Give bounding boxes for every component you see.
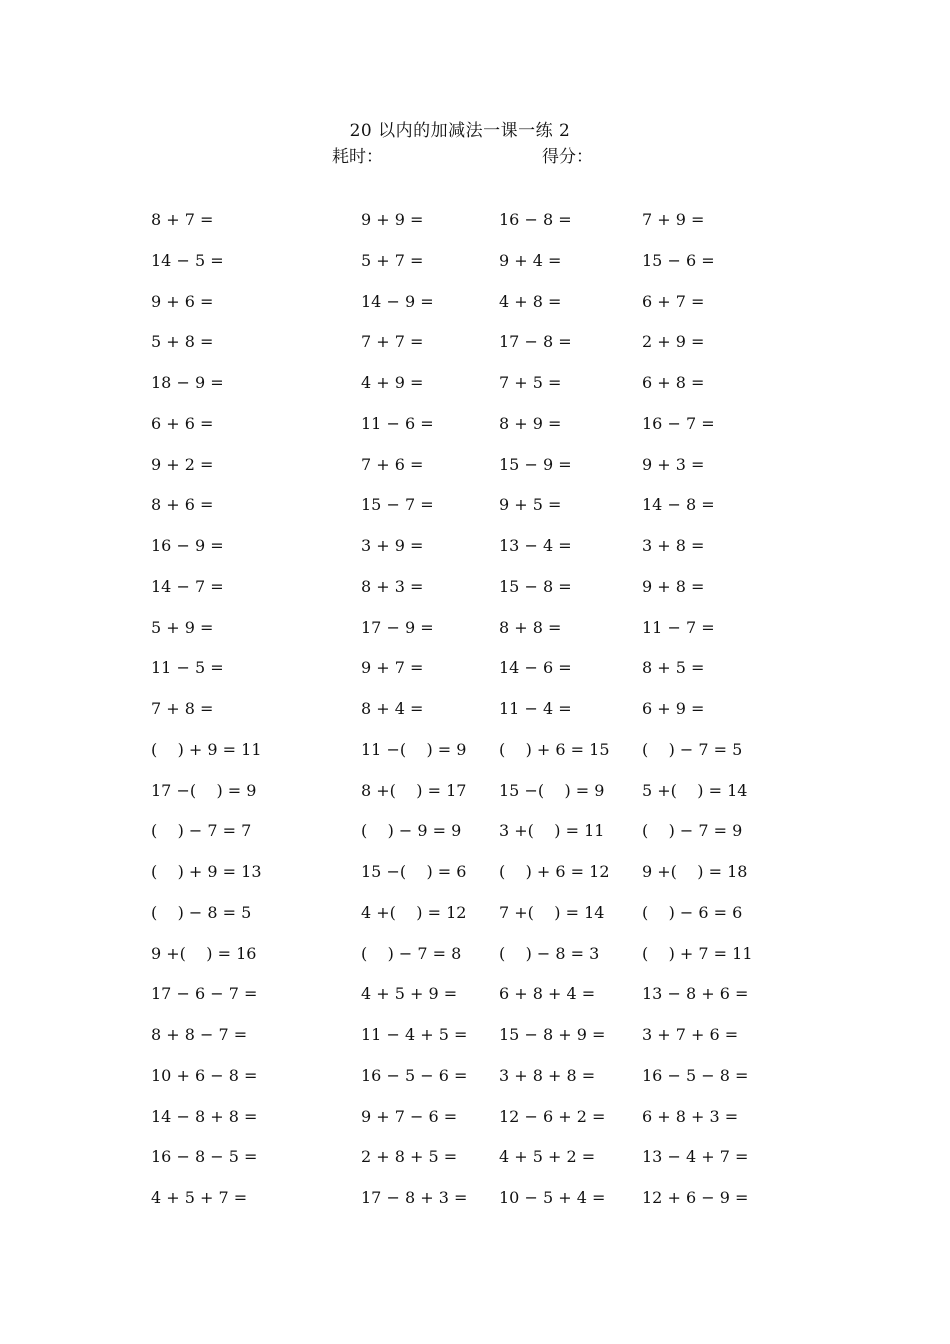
problem-item: ( ) − 7 = 9 (642, 821, 743, 841)
problem-item: 15 −( ) = 6 (361, 862, 467, 881)
problem-item: 9 + 9 = (361, 210, 424, 229)
problem-item: 11 − 4 + 5 = (361, 1025, 468, 1044)
problem-item: 9 + 5 = (499, 495, 562, 515)
problem-item: 8 + 8 = (499, 617, 562, 637)
problem-item: 14 − 7 = (151, 576, 224, 596)
problem-row (0, 330, 950, 371)
problem-item: 5 + 8 = (151, 332, 214, 352)
problem-item: 16 − 8 − 5 = (151, 1147, 258, 1167)
problem-item: 7 + 6 = (361, 454, 424, 474)
problem-row (0, 249, 950, 290)
problem-item: 15 − 9 = (499, 454, 572, 474)
problem-row (0, 738, 950, 779)
problem-row (0, 901, 950, 942)
problem-row (0, 412, 950, 453)
problem-item: ( ) + 9 = 11 (151, 739, 262, 759)
problem-item: 7 +( ) = 14 (499, 902, 605, 922)
problem-item: 7 + 5 = (499, 373, 562, 392)
time-label: 耗时： (332, 147, 383, 167)
problem-item: 6 + 8 = (642, 373, 705, 392)
problem-item: 12 + 6 − 9 = (642, 1188, 749, 1207)
problem-item: 18 − 9 = (151, 373, 224, 392)
problem-item: 5 + 9 = (151, 617, 214, 637)
problem-item: ( ) − 8 = 3 (499, 943, 600, 963)
page-title: 20 以内的加减法一课一练 2 (349, 121, 571, 141)
problem-item: 14 − 6 = (499, 658, 572, 678)
problem-item: 16 − 5 − 8 = (642, 1065, 749, 1085)
problem-item: 12 − 6 + 2 = (499, 1106, 606, 1126)
problem-item: 15 − 7 = (361, 495, 434, 515)
problem-item: 3 + 7 + 6 = (642, 1025, 739, 1044)
problem-row (0, 1023, 950, 1064)
problem-item: 14 − 8 = (642, 495, 715, 515)
problem-row (0, 1064, 950, 1105)
problem-row (0, 1105, 950, 1146)
problem-item: 9 + 3 = (642, 454, 705, 474)
problem-item: 6 + 9 = (642, 699, 705, 718)
problem-row (0, 860, 950, 901)
problem-item: 8 + 9 = (499, 413, 562, 433)
problem-item: 4 + 9 = (361, 373, 424, 392)
problem-item: 2 + 8 + 5 = (361, 1147, 458, 1167)
problem-item: 16 − 5 − 6 = (361, 1065, 468, 1085)
problem-item: 4 + 8 = (499, 291, 562, 311)
problem-item: 11 − 7 = (642, 617, 715, 637)
problem-item: 8 + 7 = (151, 210, 214, 229)
problem-row (0, 779, 950, 820)
problem-item: 9 +( ) = 16 (151, 943, 257, 963)
problem-item: 8 + 3 = (361, 576, 424, 596)
problem-item: 8 +( ) = 17 (361, 780, 467, 800)
problem-item: 15 − 8 = (499, 576, 572, 596)
problem-item: 15 −( ) = 9 (499, 780, 605, 800)
problem-item: 7 + 7 = (361, 332, 424, 352)
problem-item: ( ) − 8 = 5 (151, 902, 252, 922)
problem-item: 6 + 6 = (151, 413, 214, 433)
problem-grid (0, 208, 950, 1227)
problem-item: 9 + 6 = (151, 291, 214, 311)
problem-row (0, 616, 950, 657)
problem-item: 15 − 6 = (642, 250, 715, 270)
problem-item: 4 + 5 + 2 = (499, 1147, 596, 1167)
problem-row (0, 534, 950, 575)
problem-item: 4 +( ) = 12 (361, 902, 467, 922)
problem-item: 15 − 8 + 9 = (499, 1025, 606, 1044)
problem-item: 10 − 5 + 4 = (499, 1188, 606, 1207)
problem-item: 13 − 8 + 6 = (642, 984, 749, 1004)
problem-row (0, 493, 950, 534)
problem-item: 6 + 7 = (642, 291, 705, 311)
problem-row (0, 453, 950, 494)
problem-item: 3 + 9 = (361, 536, 424, 555)
problem-item: 16 − 9 = (151, 536, 224, 555)
problem-item: 11 − 4 = (499, 699, 572, 718)
problem-item: 7 + 8 = (151, 699, 214, 718)
problem-item: 3 + 8 = (642, 536, 705, 555)
problem-item: 9 + 8 = (642, 576, 705, 596)
problem-item: 5 +( ) = 14 (642, 780, 748, 800)
problem-item: 3 + 8 + 8 = (499, 1065, 596, 1085)
problem-item: 9 + 2 = (151, 454, 214, 474)
problem-item: 5 + 7 = (361, 250, 424, 270)
problem-item: ( ) − 7 = 8 (361, 943, 462, 963)
problem-item: 8 + 8 − 7 = (151, 1025, 248, 1044)
problem-item: 17 − 8 = (499, 332, 572, 352)
problem-item: 4 + 5 + 9 = (361, 984, 458, 1004)
problem-row (0, 1186, 950, 1227)
problem-row (0, 697, 950, 738)
problem-item: 17 − 6 − 7 = (151, 984, 258, 1004)
problem-item: 9 + 4 = (499, 250, 562, 270)
problem-item: ( ) + 6 = 12 (499, 862, 610, 881)
problem-row (0, 208, 950, 249)
problem-item: 14 − 5 = (151, 250, 224, 270)
problem-item: 13 − 4 + 7 = (642, 1147, 749, 1167)
problem-row (0, 290, 950, 331)
problem-row (0, 656, 950, 697)
problem-item: 9 + 7 = (361, 658, 424, 678)
problem-item: 8 + 4 = (361, 699, 424, 718)
problem-item: 3 +( ) = 11 (499, 821, 605, 841)
problem-item: 11 − 6 = (361, 413, 434, 433)
problem-item: 7 + 9 = (642, 210, 705, 229)
problem-item: ( ) − 7 = 5 (642, 739, 743, 759)
problem-item: 4 + 5 + 7 = (151, 1188, 248, 1207)
problem-item: ( ) − 6 = 6 (642, 902, 743, 922)
problem-item: 8 + 5 = (642, 658, 705, 678)
problem-item: ( ) − 7 = 7 (151, 821, 252, 841)
problem-item: 11 −( ) = 9 (361, 739, 467, 759)
problem-row (0, 575, 950, 616)
problem-item: 6 + 8 + 4 = (499, 984, 596, 1004)
problem-row (0, 371, 950, 412)
problem-item: 11 − 5 = (151, 658, 224, 678)
problem-item: ( ) + 7 = 11 (642, 943, 753, 963)
problem-row (0, 1145, 950, 1186)
problem-item: 6 + 8 + 3 = (642, 1106, 739, 1126)
problem-row (0, 942, 950, 983)
problem-item: 17 − 8 + 3 = (361, 1188, 468, 1207)
score-label: 得分： (542, 147, 593, 167)
problem-item: 14 − 9 = (361, 291, 434, 311)
problem-item: 16 − 7 = (642, 413, 715, 433)
problem-item: 9 + 7 − 6 = (361, 1106, 458, 1126)
problem-item: 16 − 8 = (499, 210, 572, 229)
problem-item: 10 + 6 − 8 = (151, 1065, 258, 1085)
problem-item: 2 + 9 = (642, 332, 705, 352)
problem-item: ( ) + 9 = 13 (151, 862, 262, 881)
problem-row (0, 819, 950, 860)
problem-item: ( ) − 9 = 9 (361, 821, 462, 841)
problem-row (0, 982, 950, 1023)
problem-item: 13 − 4 = (499, 536, 572, 555)
problem-item: 17 −( ) = 9 (151, 780, 257, 800)
problem-item: 9 +( ) = 18 (642, 862, 748, 881)
problem-item: ( ) + 6 = 15 (499, 739, 610, 759)
problem-item: 17 − 9 = (361, 617, 434, 637)
problem-item: 8 + 6 = (151, 495, 214, 515)
problem-item: 14 − 8 + 8 = (151, 1106, 258, 1126)
